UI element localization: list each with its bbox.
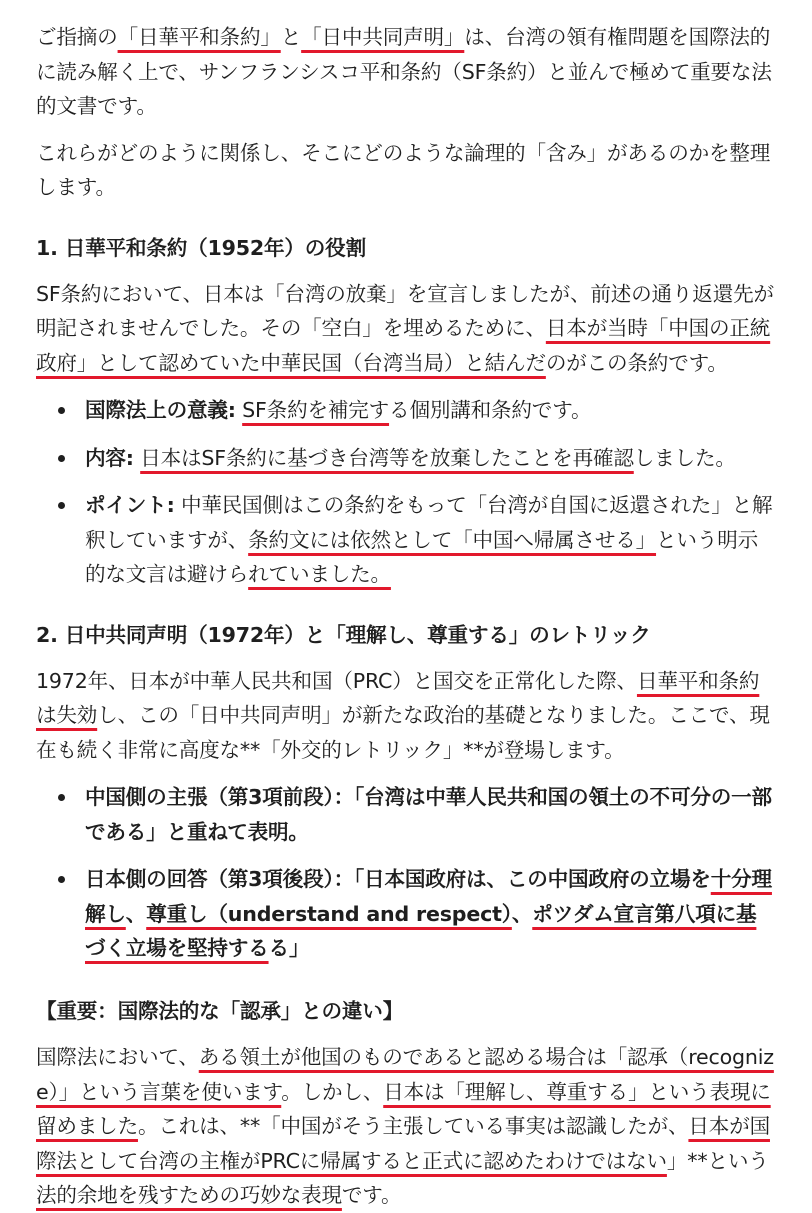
section1-heading: 1. 日華平和条約（1952年）の役割 xyxy=(36,235,366,260)
section1-paragraph: SF条約において、日本は「台湾の放棄」を宣言しましたが、前述の通り返還先が明記されませんでした。その「空白」を埋めるために、日本が当時「中国の正統政府」として認めていた中華民国（台湾当局）と結んだのがこの条約です。 xyxy=(36,281,774,375)
intro-paragraph: ご指摘の「日華平和条約」と「日中共同声明」は、台湾の領有権問題を国際法的に読み解く上で、サンフランシスコ平和条約（SF条約）と並んで極めて重要な法的文書です。 xyxy=(36,25,772,118)
section2-paragraph: 1972年、日本が中華人民共和国（PRC）と国交を正常化した際、日華平和条約は失効し、この「日中共同声明」が新たな政治的基礎となりました。ここで、現在も続く非常に高度な**「外交的レトリック」**が登場します。 xyxy=(36,668,770,762)
list-item: 国際法上の意義: SF条約を補完する個別講和条約です。 xyxy=(36,393,776,428)
highlight-joint-communique: 「日中共同声明」 xyxy=(301,25,465,49)
section2-heading: 2. 日中共同声明（1972年）と「理解し、尊重する」のレトリック xyxy=(36,622,651,647)
highlight-nikka-treaty: 「日華平和条約」 xyxy=(117,25,281,49)
list-item: 内容: 日本はSF条約に基づき台湾等を放棄したことを再確認しました。 xyxy=(36,441,776,476)
intro-summary: これらがどのように関係し、そこにどのような論理的「含み」があるのかを整理します。 xyxy=(36,140,771,199)
note-title: 【重要：国際法的な「認承」との違い】 xyxy=(36,998,404,1023)
section2-list xyxy=(36,780,776,966)
list-item: 日本側の回答（第3項後段）：「日本国政府は、この中国政府の立場を十分理解し、尊重し（understand and respect）、ポツダム宣言第八項に基づく立場を堅持するる」 xyxy=(36,862,776,966)
list-item: ポイント: 中華民国側はこの条約をもって「台湾が自国に返還された」と解釈していますが、条約文には依然として「中国へ帰属させる」という明示的な文言は避けられていました。 xyxy=(36,488,776,592)
list-item: 中国側の主張（第3項前段）：「台湾は中華人民共和国の領土の不可分の一部である」と重ねて表明。 xyxy=(36,780,776,849)
note-paragraph: 国際法において、ある領土が他国のものであると認める場合は「認承（recognize）」という言葉を使います。しかし、日本は「理解し、尊重する」という表現に留めました。これは、**「中国がそう主張している事実は認識したが、日本が国際法として台湾の主権がPRCに帰属すると正式に認めたわけではない」**という法的余地を残すための巧妙な表現です。 xyxy=(36,1045,774,1207)
section1-list xyxy=(36,393,776,592)
